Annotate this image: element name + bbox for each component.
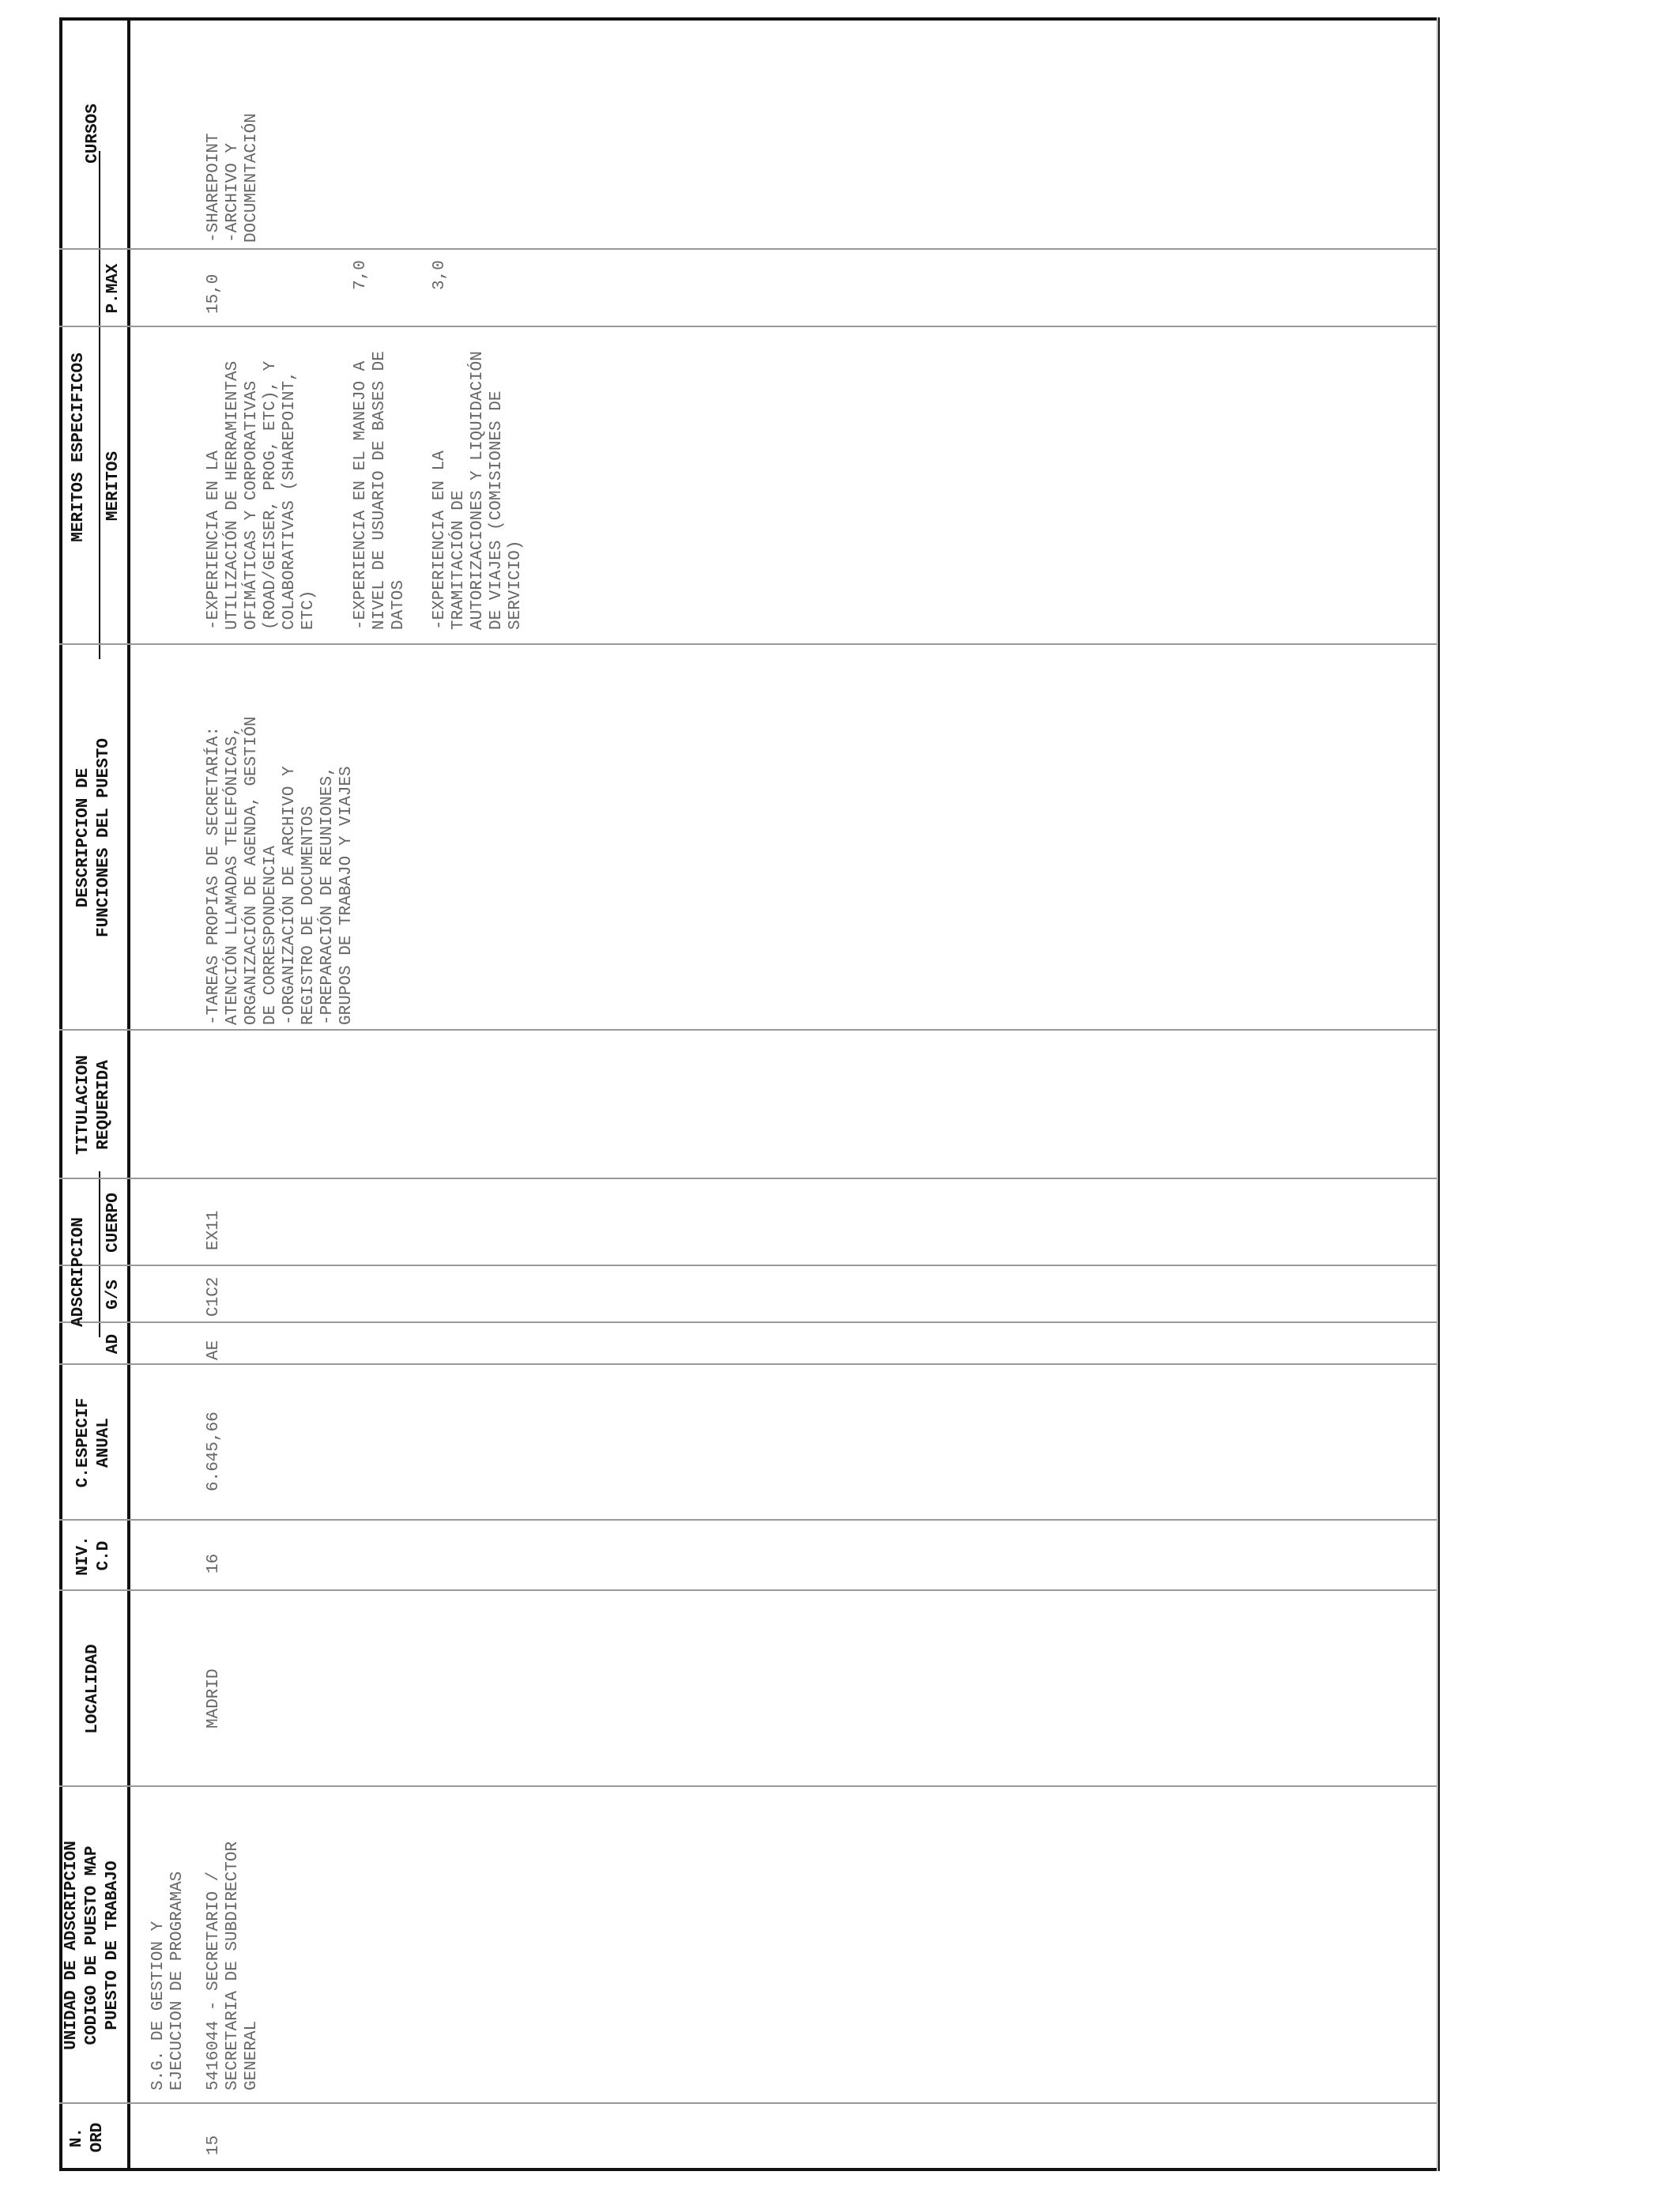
cell-puesto: 5416044 - SECRETARIO / SECRETARIA DE SUBDIRECTOR GENERAL (205, 1841, 261, 2090)
cell-ad: AE (205, 1340, 223, 1360)
col-sep-1 (59, 2102, 1437, 2104)
header-p-max: P.MAX (104, 263, 122, 314)
header-gs: G/S (104, 1280, 122, 1310)
header-bottom-line (127, 17, 130, 2171)
cell-n-ord: 15 (205, 2135, 223, 2155)
cell-cursos: -SHAREPOINT -ARCHIVO Y DOCUMENTACIÓN (205, 113, 261, 243)
cell-merito-3: -EXPERIENCIA EN LA TRAMITACIÓN DE AUTORIZACIONES Y LIQUIDACIÓN DE VIAJES (COMISIONES DE SERVICIO) (431, 351, 525, 630)
cell-cuerpo: EX11 (205, 1210, 223, 1250)
header-meritos: MERITOS (104, 450, 122, 522)
col-sep-4 (59, 1519, 1437, 1521)
cell-pmax-2: 7,0 (352, 260, 370, 290)
header-niv-cd: NIV. C.D (74, 1536, 113, 1576)
col-sep-12 (59, 248, 1437, 250)
header-localidad: LOCALIDAD (84, 1644, 102, 1734)
cell-descripcion: -TAREAS PROPIAS DE SECRETARÍA: ATENCIÓN LLAMADAS TELEFÓNICAS, ORGANIZACIÓN DE AGENDA, GESTIÓN DE CORRESPONDENCIA -ORGANIZACIÓN DE ARCHIVO Y REGISTRO DE DOCUMENTOS -PREPARACIÓN DE REUNIONES, GRUPOS DE TRABAJO Y VIAJES (205, 716, 356, 1025)
col-sep-3 (59, 1589, 1437, 1591)
row-bottom-line (1437, 17, 1438, 2171)
col-sep-9 (59, 1029, 1437, 1031)
rotated-table-page (59, 17, 1440, 2171)
header-n-ord: N. ORD (68, 2122, 107, 2153)
cell-c-especif: 6.645,66 (205, 1412, 223, 1491)
cell-merito-2: -EXPERIENCIA EN EL MANEJO A NIVEL DE USUARIO DE BASES DE DATOS (352, 351, 408, 630)
header-meritos-especificos: MERITOS ESPECIFICOS (70, 352, 88, 542)
col-sep-6 (59, 1321, 1437, 1323)
col-sep-8 (59, 1178, 1437, 1179)
col-sep-2 (59, 1785, 1437, 1787)
header-unidad: UNIDAD DE ADSCRIPCION CODIGO DE PUESTO MAP PUESTO DE TRABAJO (62, 1841, 122, 2050)
cell-gs: C1C2 (205, 1276, 223, 1317)
cell-pmax-3: 3,0 (431, 260, 449, 290)
col-sep-11 (59, 326, 1437, 327)
header-descripcion: DESCRIPCION DE FUNCIONES DEL PUESTO (74, 737, 113, 938)
cell-nivel: 16 (205, 1553, 223, 1574)
header-c-especif: C.ESPECIF ANUAL (74, 1397, 113, 1488)
header-ad: AD (104, 1333, 122, 1355)
col-sep-5 (59, 1363, 1437, 1365)
cell-pmax-1: 15,0 (205, 273, 223, 314)
header-cursos: CURSOS (84, 104, 102, 164)
header-cuerpo: CUERPO (104, 1193, 122, 1253)
col-sep-7 (59, 1265, 1437, 1266)
header-titulacion: TITULACION REQUERIDA (74, 1054, 113, 1155)
col-sep-10 (59, 643, 1437, 645)
cell-localidad: MADRID (205, 1668, 223, 1728)
cell-merito-1: -EXPERIENCIA EN LA UTILIZACIÓN DE HERRAMIENTAS OFIMÁTICAS Y CORPORATIVAS (ROAD/GEISER, PROG, ETC), Y COLABORATIVAS (SHAREPOINT, ETC) (205, 360, 318, 630)
cell-unidad: S.G. DE GESTION Y EJECUCION DE PROGRAMAS (149, 1871, 186, 2090)
header-adscripcion: ADSCRIPCION (70, 1217, 88, 1327)
adscripcion-subheader-line (99, 1171, 100, 1337)
